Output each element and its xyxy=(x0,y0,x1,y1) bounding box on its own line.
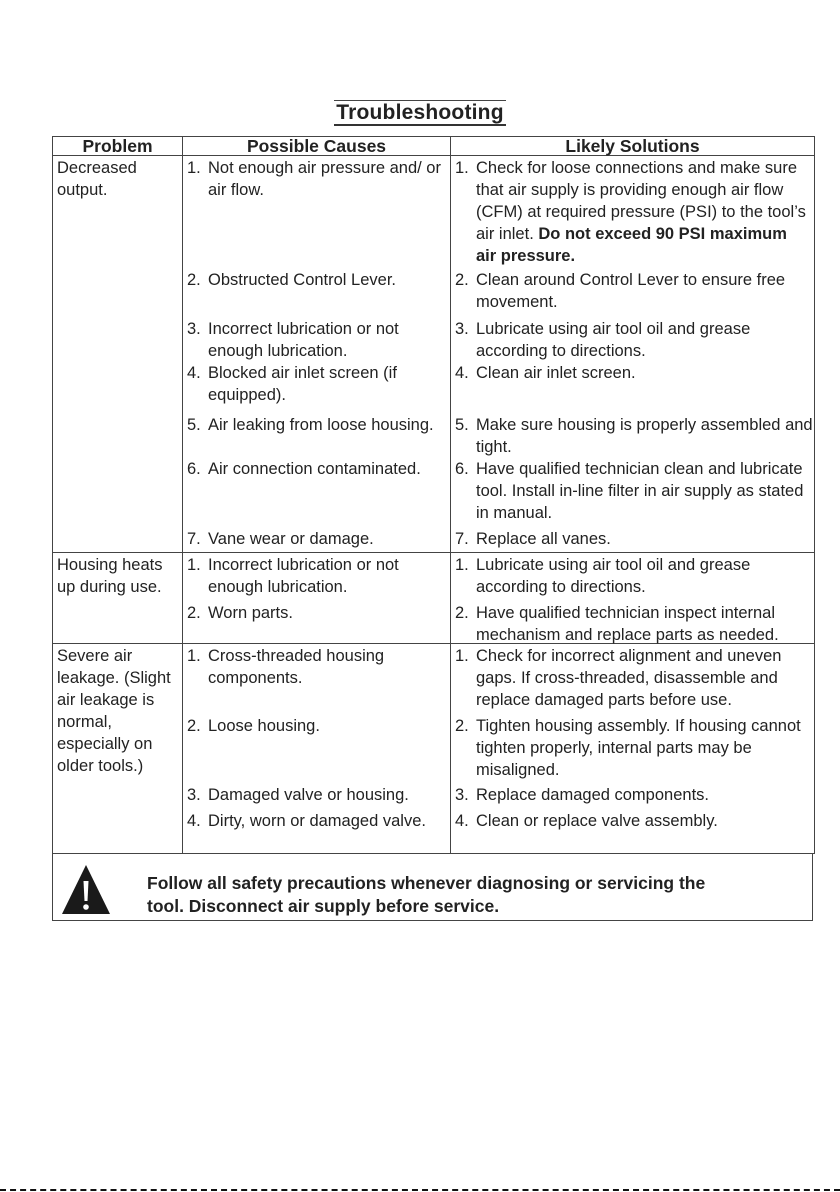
cause-item: 7. Vane wear or damage. xyxy=(187,530,374,548)
warning-emphasis: Do not exceed 90 PSI maximum air pressure. xyxy=(476,225,787,265)
solutions-cell xyxy=(451,644,815,854)
header-causes: Possible Causes xyxy=(183,137,451,156)
cause-item: 2. Loose housing. xyxy=(187,717,320,735)
cause-item: 1. Cross-threaded housing components. xyxy=(187,647,385,687)
causes-cell xyxy=(183,644,451,854)
warning-line-2: tool. Disconnect air supply before service. xyxy=(147,896,500,916)
header-solutions: Likely Solutions xyxy=(451,137,815,156)
cause-item: 2. Worn parts. xyxy=(187,604,293,622)
troubleshooting-table xyxy=(52,136,815,854)
page-title: Troubleshooting xyxy=(336,101,504,124)
problem-text: Housing heats up during use. xyxy=(57,556,163,596)
problem-cell xyxy=(53,156,183,553)
cause-item: 6. Air connection contaminated. xyxy=(187,460,421,478)
table-header-row xyxy=(53,137,815,156)
solution-item: 2. Clean around Control Lever to ensure free movement. xyxy=(455,271,786,311)
warning-text xyxy=(147,872,705,918)
solution-item: 2. Have qualified technician inspect internal mechanism and replace parts as needed. xyxy=(455,604,779,644)
safety-warning-box xyxy=(52,854,813,921)
solution-item: 1. Lubricate using air tool oil and grease according to directions. xyxy=(455,556,751,596)
cause-item: 3. Incorrect lubrication or not enough lubrication. xyxy=(187,320,399,360)
header-problem: Problem xyxy=(53,137,183,156)
warning-line-1: Follow all safety precautions whenever diagnosing or servicing the xyxy=(147,873,706,893)
cause-item: 1. Incorrect lubrication or not enough lubrication. xyxy=(187,556,399,596)
solution-item: 4. Clean air inlet screen. xyxy=(455,364,636,382)
warning-triangle-icon xyxy=(61,863,111,915)
cause-item: 4. Dirty, worn or damaged valve. xyxy=(187,812,426,830)
table-row xyxy=(53,644,815,854)
solution-item: 5. Make sure housing is properly assembled and tight. xyxy=(455,416,813,456)
solution-item: 7. Replace all vanes. xyxy=(455,530,611,548)
solution-item: 4. Clean or replace valve assembly. xyxy=(455,812,718,830)
solution-item: 1. Check for loose connections and make sure that air supply is providing enough air flow (CFM) at required pressure (PSI) to the tool’s air inlet. Do not exceed 90 PSI maximum air pressure. xyxy=(455,159,806,265)
page-bottom-border xyxy=(0,1189,840,1191)
solution-item: 1. Check for incorrect alignment and uneven gaps. If cross-threaded, disassemble and replace damaged parts before use. xyxy=(455,647,782,709)
table-row xyxy=(53,553,815,644)
cause-item: 4. Blocked air inlet screen (if equipped). xyxy=(187,364,397,404)
cause-item: 3. Damaged valve or housing. xyxy=(187,786,409,804)
problem-text: Decreased output. xyxy=(57,159,137,199)
causes-cell xyxy=(183,156,451,553)
cause-item: 5. Air leaking from loose housing. xyxy=(187,416,434,434)
table-row xyxy=(53,156,815,553)
solution-item: 2. Tighten housing assembly. If housing cannot tighten properly, internal parts may be misaligned. xyxy=(455,717,801,779)
title-wrap xyxy=(0,100,840,126)
solution-item: 3. Replace damaged components. xyxy=(455,786,709,804)
problem-text: Severe air leakage. (Slight air leakage is normal, especially on older tools.) xyxy=(57,647,171,775)
causes-cell xyxy=(183,553,451,644)
cause-item: 1. Not enough air pressure and/ or air flow. xyxy=(187,159,441,199)
solutions-cell xyxy=(451,156,815,553)
cause-item: 2. Obstructed Control Lever. xyxy=(187,271,397,289)
solution-item: 3. Lubricate using air tool oil and grease according to directions. xyxy=(455,320,751,360)
solutions-cell xyxy=(451,553,815,644)
problem-cell xyxy=(53,553,183,644)
solution-item: 6. Have qualified technician clean and lubricate tool. Install in-line filter in air supply as stated in manual. xyxy=(455,460,804,522)
problem-cell xyxy=(53,644,183,854)
